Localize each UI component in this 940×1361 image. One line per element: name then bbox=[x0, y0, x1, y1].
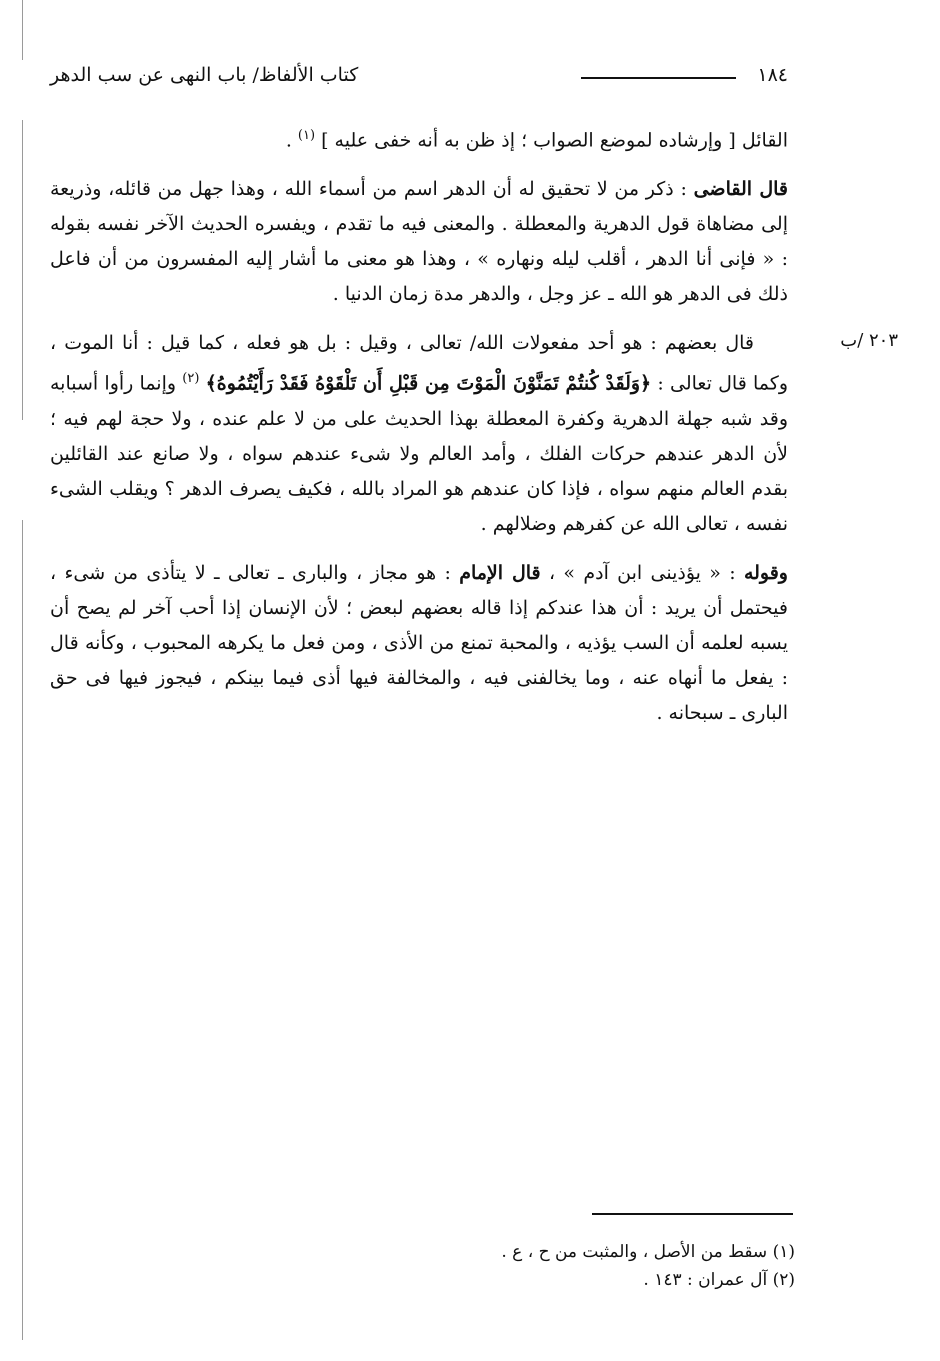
running-title: كتاب الألفاظ/ باب النهى عن سب الدهر bbox=[50, 64, 359, 86]
speaker-label: وقوله bbox=[743, 561, 788, 584]
paragraph-text: : هو مجاز ، والبارى ـ تعالى ـ لا يتأذى من شىء ، فيحتمل أن يريد : أن هذا عندكم إذا قاله بعضهم لبعض ؛ لأن الإنسان إذا أحب آخر لم يصح أن يسبه لعلمه أن السب يؤذيه ، والمحبة تمنع من الأذى ، ومن فعل ما يكرهه المحبوب ، وكأنه قال : يفعل ما أنهاه عنه ، وما يخالفنى فيه ، والمخالفة فيها أذى فيما بينكم ، فيجوز فيها فى حق البارى ـ سبحانه . bbox=[50, 561, 788, 724]
scan-edge-line bbox=[22, 120, 23, 420]
footnote-2: (٢) آل عمران : ١٤٣ . bbox=[643, 1270, 795, 1290]
footnotes bbox=[430, 1238, 795, 1294]
paragraph-text: القائل [ وإرشاده لموضع الصواب ؛ إذ ظن به أنه خفى عليه ] bbox=[315, 129, 788, 152]
speaker-label: قال الإمام bbox=[459, 561, 541, 584]
speaker-label: قال القاضى bbox=[693, 178, 789, 201]
footnote-ref-1: (١) bbox=[297, 128, 316, 143]
paragraph-1 bbox=[50, 118, 788, 158]
paragraph-4 bbox=[50, 556, 788, 731]
footnote-separator bbox=[592, 1213, 793, 1215]
paragraph-text: : « يؤذينى ابن آدم » ، bbox=[540, 561, 744, 584]
header-rule bbox=[581, 77, 736, 79]
page-header bbox=[50, 64, 788, 98]
paragraph-text: قال بعضهم : هو أحد مفعولات الله/ تعالى ، وقيل : بل هو فعله ، كما قيل : أنا الموت ، وكما قال تعالى : bbox=[50, 332, 788, 395]
paragraph-text: . bbox=[285, 129, 298, 152]
manuscript-folio-note: ٢٠٣ /ب bbox=[840, 330, 898, 351]
paragraph-2 bbox=[50, 172, 788, 312]
quran-verse: ﴿وَلَقَدْ كُنتُمْ تَمَنَّوْنَ الْمَوْتَ مِن قَبْلِ أَن تَلْقَوْهُ فَقَدْ رَأَيْتُمُوهُ﴾ bbox=[205, 372, 652, 395]
page-number: ١٨٤ bbox=[757, 64, 788, 86]
paragraph-3 bbox=[50, 326, 788, 541]
scan-edge-line bbox=[22, 0, 23, 60]
scan-edge-line bbox=[22, 520, 23, 1340]
footnote-1: (١) سقط من الأصل ، والمثبت من ح ، ع . bbox=[501, 1242, 795, 1262]
paragraph-text: : ذكر من لا تحقيق له أن الدهر اسم من أسماء الله ، وهذا جهل من قائله، وذريعة إلى مضاهاة قول الدهرية والمعطلة . والمعنى فيه ما تقدم ، ويفسره الحديث الآخر نفسه بقوله : « فإنى أنا الدهر ، أقلب ليله ونهاره » ، وهذا هو معنى ما أشار إليه المفسرون من أن فاعل ذلك فى الدهر هو الله ـ عز وجل ، والدهر مدة زمان الدنيا . bbox=[50, 178, 788, 306]
main-text bbox=[50, 118, 788, 745]
paragraph-text: وإنما رأوا أسبابه وقد شبه جهلة الدهرية وكفرة المعطلة بهذا الحديث على من لا علم عنده ، ولا حجة لهم فيه ؛ لأن الدهر عندهم حركات الفلك ، وأمد العالم ولا شىء عندهم سواه ، ولا صانع عند القائلين بقدم العالم منهم سواه ، فإذا كان عندهم هو المراد بالله ، فكيف يصرف الدهر ؟ ويقلب الشىء نفسه ، تعالى الله عن كفرهم وضلالهم . bbox=[50, 372, 788, 535]
footnote-ref-2: (٢) bbox=[182, 371, 200, 387]
